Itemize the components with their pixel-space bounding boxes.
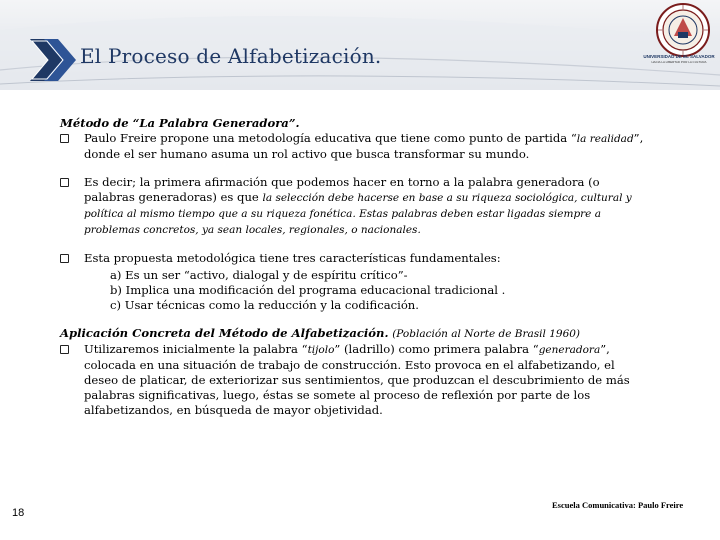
logo-caption: UNIVERSIDAD DE EL SALVADOR bbox=[643, 54, 715, 59]
bullet-text: Utilizaremos inicialmente la palabra “tijolo” (ladrillo) como primera palabra “generadora”, colocada en una situación de trabajo de construcción. Esto provoca en el alfabetizando, el deseo de platicar, de exteriorizar sus sentimientos, que produzcan el descubrimiento de más palabras significativas, luego, éstas se somete al proceso de reflexión por parte de los alfabetizandos, en búsqueda de mayor objetividad. bbox=[84, 342, 630, 417]
list-item: a) Es un ser “activo, dialogal y de espíritu crítico”- bbox=[110, 268, 408, 282]
section2-heading: Aplicación Concreta del Método de Alfabetización. bbox=[60, 326, 389, 340]
checkbox-bullet-icon bbox=[60, 251, 84, 268]
checkbox-bullet-icon bbox=[60, 175, 84, 192]
double-chevron-icon bbox=[28, 37, 78, 83]
page-number: 18 bbox=[12, 507, 25, 519]
bullet-item bbox=[60, 342, 645, 418]
logo-subcaption: HACIA LA LIBERTAD POR LA CULTURA bbox=[651, 60, 707, 64]
section2-note: (Población al Norte de Brasil 1960) bbox=[392, 328, 581, 340]
bullet-item bbox=[60, 251, 645, 268]
bullet-text: Es decir; la primera afirmación que podemos hacer en torno a la palabra generadora (o palabras generadoras) es que la selección debe hacerse en base a su riqueza sociológica, cultural y política al mismo tiempo que a su riqueza fonética. Estas palabras deben estar ligadas siempre a problemas concretos, ya sean locales, regionales, o nacionales. bbox=[84, 175, 632, 236]
university-seal-logo bbox=[654, 2, 712, 62]
bullet-text: Esta propuesta metodológica tiene tres características fundamentales: bbox=[84, 251, 501, 265]
bullet-text: Paulo Freire propone una metodología educativa que tiene como punto de partida “la realidad”, donde el ser humano asuma un rol activo que busca transformar su mundo. bbox=[84, 131, 644, 161]
section1-heading: Método de “La Palabra Generadora”. bbox=[60, 116, 300, 130]
slide-title: El Proceso de Alfabetización. bbox=[80, 44, 382, 68]
list-item: c) Usar técnicas como la reducción y la codificación. bbox=[110, 298, 419, 312]
list-item: b) Implica una modificación del programa educacional tradicional . bbox=[110, 283, 506, 297]
bullet-item bbox=[60, 131, 645, 162]
section2-heading-row bbox=[60, 326, 645, 342]
checkbox-bullet-icon bbox=[60, 131, 84, 148]
slide-content bbox=[60, 116, 645, 418]
checkbox-bullet-icon bbox=[60, 342, 84, 359]
characteristics-list bbox=[60, 268, 645, 313]
bullet-item bbox=[60, 175, 645, 238]
footer-text: Escuela Comunicativa: Paulo Freire bbox=[552, 500, 684, 510]
